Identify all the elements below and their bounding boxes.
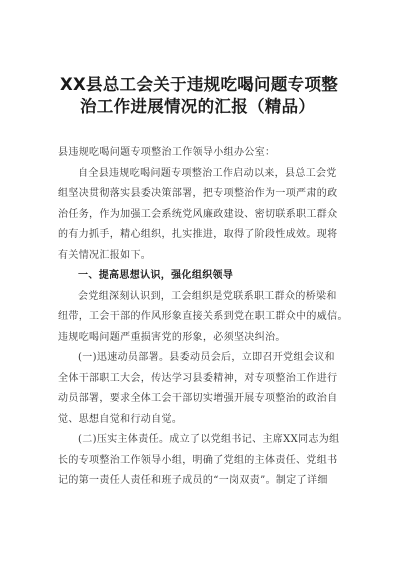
paragraph-line: 的有力抓手，精心组织，扎实推进，取得了阶段性成效。现将 — [58, 229, 338, 240]
paragraph-responsibility — [58, 430, 358, 492]
paragraph-line: 长的专项整治工作领导小组，明确了党组的主体责任、党组书 — [58, 454, 338, 466]
title-line-2: 治工作进展情况的汇报（精品） — [80, 97, 316, 116]
paragraph-intro — [58, 164, 358, 267]
paragraph-section1 — [58, 287, 358, 349]
paragraph-line: 有关情况汇报如下。 — [58, 249, 152, 261]
title-line-1: XX县总工会关于违规吃喝问题专项整 — [60, 75, 339, 94]
document-title — [60, 74, 360, 118]
paragraph-line: 会党组深刻认识到，工会组织是党联系职工群众的桥梁和 — [78, 290, 337, 302]
addressee: 县违规吃喝问题专项整治工作领导小组办公室： — [58, 147, 276, 158]
paragraph-line: 治任务，作为加强工会系统党风廉政建设、密切联系职工群众 — [58, 208, 338, 220]
paragraph-line: 组坚决贯彻落实县委决策部署，把专项整治作为一项严肃的政 — [58, 188, 338, 199]
paragraph-line: (一)迅速动员部署。县委动员会后，立即召开党组会议和 — [78, 352, 335, 363]
paragraph-line: 纽带，工会干部的作风形象直接关系到党在职工群众中的威信。 — [58, 311, 348, 322]
paragraph-line: 全体干部职工大会，传达学习县委精神，对专项整治工作进行 — [58, 372, 338, 384]
paragraph-line: 自全县违规吃喝问题专项整治工作启动以来，县总工会党 — [78, 167, 337, 179]
paragraph-line: 觉、思想自觉和行动自觉。 — [58, 413, 183, 425]
section-heading-1: 一、提高思想认识，强化组织领导 — [78, 270, 234, 281]
paragraph-line: 违规吃喝问题严重损害党的形象，必须坚决纠治。 — [58, 331, 286, 343]
paragraph-mobilization — [58, 348, 358, 430]
paragraph-line: 记的第一责任人责任和班子成员的“一岗双责”。制定了详细 — [58, 475, 328, 486]
paragraph-line: (二)压实主体责任。成立了以党组书记、主席XX同志为组 — [78, 434, 340, 445]
paragraph-line: 动员部署，要求全体工会干部切实增强开展专项整治的政治自 — [58, 393, 338, 404]
document-body — [58, 143, 358, 492]
